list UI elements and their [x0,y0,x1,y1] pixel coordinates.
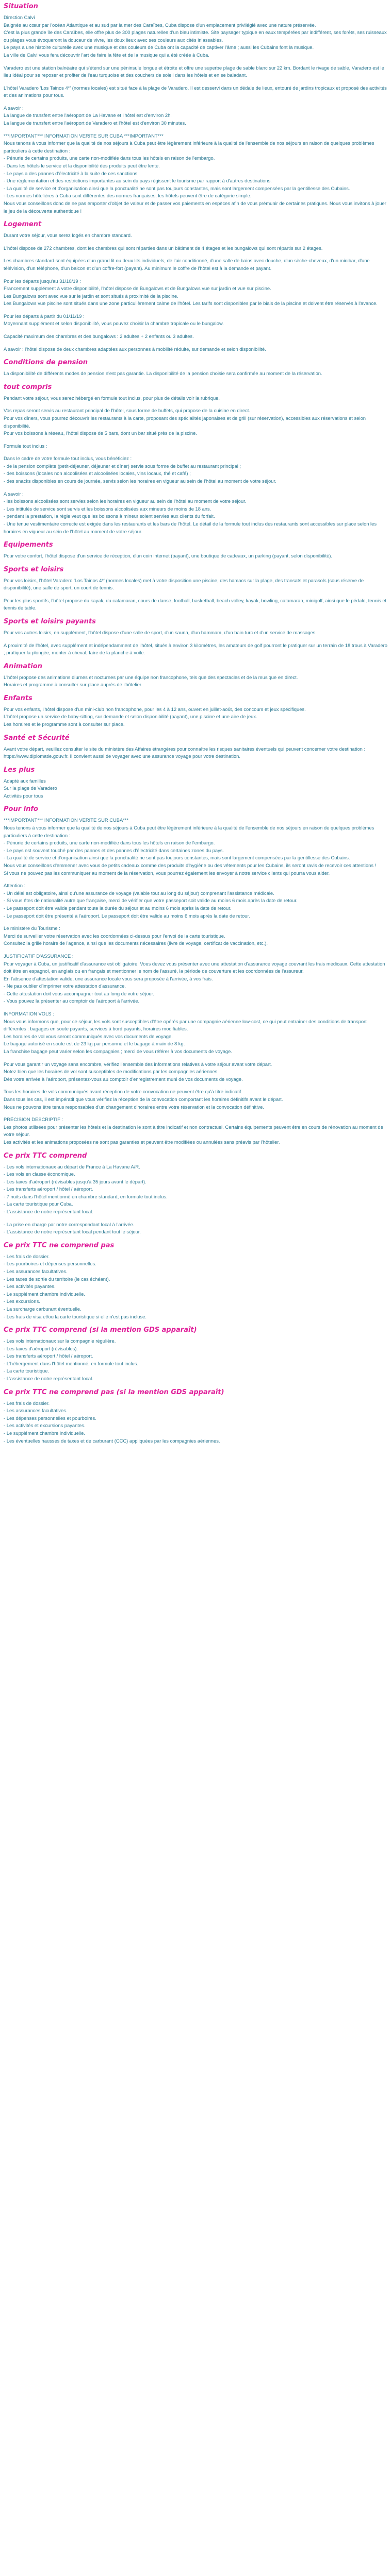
section-paragraph: Pour vos enfants, l'hôtel dispose d'un mini-club non francophone, pour les 4 à 12 ans, ouvert en juillet-août, des concours et jeux spécifiques. L'hôtel propose un service de baby-sitting, sur demande et selon disponibilité (payant), une piscine et une aire de jeux. Les horaires et le programme sont à consulter sur place. [4,706,306,727]
section-title: Enfants [4,694,32,702]
section-ce-prix-ttc-comprend-si-la-mention-gds-apparait [4,1327,387,1383]
section-title: Logement [4,221,42,229]
section-header [4,618,387,626]
section-paragraph: Pour votre confort, l'hôtel dispose d'un service de réception, d'un coin internet (payant), une boutique de cadeaux, un parking (payant, selon disponibilité). [4,553,333,559]
section-sports-et-loisirs-payants [4,618,387,657]
section-paragraph: Pendant votre séjour, vous serez hébergé en formule tout inclus, pour plus de détails voir la rubrique. [4,395,220,401]
product-description-page [4,3,387,1451]
section-header [4,566,387,574]
section-situation [4,3,387,215]
section-paragraph: Vos repas seront servis au restaurant principal de l'hôtel, sous forme de buffets, qui propose de la cuisine en direct. Pour vos dîners, vous pourrez découvrir les restaurants à la carte, proposant des spécialités japonaises et de grill (sur réservation), accessibles aux réservations et selon disponibilité. Pour vos boissons à réseau, l'hôtel dispose de 5 bars, dont un bar situé près de la piscine. [4,408,366,436]
section-paragraph: ***IMPORTANT*** INFORMATION VERITE SUR CUBA ***IMPORTANT*** Nous tenons à vous informer que la qualité de nos séjours à Cuba peut être légèrement inférieure à la qualité de l'ensemble de nos séjours en raison de quelques problèmes particuliers à cette destination : - Pénurie de certains produits, une carte non-modifiée dans tous les hôtels en raison de l'embargo. - Dans les hôtels le service et la disponibilité des produits peut être lente. - Le pays a des pannes d'électricité à la suite de ces sanctions. - Une réglementation et des restrictions importantes au sein du pays régissent le tourisme par rapport à d'autres destinations. - La qualité de service et d'organisation ainsi que la ponctualité ne sont pas toujours constantes, mais sont largement compensées par la gentillesse des Cubains. - Les normes hôtelières à Cuba sont différentes des normes françaises, les hôtels peuvent être de catégorie simple. Nous vous conseillons donc de ne pas emporter d'objet de valeur et de passer vos paiements en espèces afin de vous prémunir de certaines pratiques. Nous vous invitons à jouer le jeu de la découverte authentique ! [4,132,386,214]
section-animation [4,663,387,689]
section-paragraph: A proximité de l'hôtel, avec supplément et indépendamment de l'hôtel, situés à environ 3 kilomètres, les amateurs de golf pourront le pratiquer sur un terrain de 18 trous à Varadero ; pratiquer la plongée, monter à cheval, faire de la planche à voile. [4,642,387,656]
section-paragraph: L'hôtel propose des animations diurnes et nocturnes par une équipe non francophone, tels que des spectacles et de la musique en direct. Horaires et programme à consulter sur place auprès de l'hôtelier. [4,674,298,688]
section-title: Conditions de pension [4,359,88,367]
section-paragraph: Les chambres standard sont équipées d'un grand lit ou deux lits individuels, de l'air conditionné, d'une salle de bains avec douche, d'un sèche-cheveux, d'un minibar, d'une télévision, d'un téléphone, d'un balcon et d'un coffre-fort (payant). Au minimum le coffre de l'hôtel est à la demande et payant. [4,258,370,271]
section-paragraph: Pour les départs à partir du 01/11/19 : Moyennant supplément et selon disponibilité, vous pouvez choisir la chambre tropicale ou le bungalow. [4,313,224,327]
section-header [4,767,387,774]
section-pour-info [4,806,387,1146]
section-title: Ce prix TTC ne comprend pas [4,1241,115,1249]
section-paragraph: Adapté aux familles Sur la plage de Varadero Activités pour tous [4,777,57,799]
section-paragraph: PRÉCISION DESCRIPTIF : Les photos utilisées pour présenter les hôtels et la destination le sont à titre indicatif et non contractuel. Certains équipements peuvent être en cours de rénovation au moment de votre séjour. Les activités et les animations proposées ne sont pas garanties et peuvent être modifiées ou annulées sans préavis par l'hôtelier. [4,1116,383,1145]
section-paragraph: Pour les plus sportifs, l'hôtel propose du kayak, du catamaran, cours de danse, football, basketball, beach volley, kayak, bowling, catamaran, minigolf, ainsi que le pédalo, tennis et tennis de table. [4,597,387,611]
section-header [4,1153,387,1160]
section-paragraph: Avant votre départ, veuillez consulter le site du ministère des Affaires étrangères pour connaître les risques sanitaires éventuels qui peuvent concerner votre destination : https://www.diplomatie.gouv.fr. Il convient aussi de voyager avec une assurance voyage pour votre destination. [4,745,366,759]
section-paragraph: - Les vols internationaux sur la compagnie régulière. - Les taxes d'aéroport (révisables). - Les transferts aéroport / hôtel / aéroport. - L'hébergement dans l'hôtel mentionné, en formule tout inclus. - La carte touristique. - L'assistance de notre représentant local. [4,1338,139,1382]
section-paragraph: JUSTIFICATIF D'ASSURANCE : Pour voyager à Cuba, un justificatif d'assurance est obligatoire. Vous devez vous présenter avec une attestation d'assurance voyage couvrant les frais médicaux. Cette attestation doit être en espagnol, en anglais ou en français et mentionner le nom de l'assuré, la période de couverture et les coordonnées de l'assureur. En l'absence d'attestation valide, une assurance locale vous sera proposée à l'arrivée, à vos frais. - Ne pas oublier d'imprimer votre attestation d'assurance. - Cette attestation doit vous accompagner tout au long de votre séjour. - Vous pouvez la présenter au comptoir de l'aéroport à l'arrivée. [4,953,385,1004]
section-title: Situation [4,3,38,10]
section-conditions-de-pension [4,359,387,378]
section-header [4,806,387,814]
section-paragraph: Attention : - Un délai est obligatoire, ainsi qu'une assurance de voyage (valable tout au long du séjour) comprenant l'assistance médicale. - Si vous êtes de nationalité autre que française, merci de vérifier que votre passeport soit valide au moins 6 mois après la date de retour. - Le passeport doit être valide pendant toute la durée du séjour et au moins 6 mois après la date de retour. - Le passeport doit être présenté à l'aéroport. Le passeport doit être valide au moins 6 mois après la date de retour. [4,883,298,919]
section-tout-compris [4,384,387,535]
section-paragraph: - Les frais de dossier. - Les pourboires et dépenses personnelles. - Les assurances facultatives. - Les taxes de sortie du territoire (le cas échéant). - Les activités payantes. - Le supplément chambre individuelle. - Les excursions. - La surcharge carburant éventuelle. - Les frais de visa et/ou la carte touristique si elle n'est pas incluse. [4,1253,146,1319]
section-ce-prix-ttc-ne-comprend-pas-si-la-mention-gds-apparait [4,1389,387,1445]
section-logement [4,221,387,353]
section-header [4,663,387,671]
section-paragraph: ***IMPORTANT*** INFORMATION VERITE SUR CUBA*** Nous tenons à vous informer que la qualité de nos séjours à Cuba peut être légèrement inférieure à la qualité de l'ensemble de nos séjours en raison de quelques problèmes particuliers à cette destination : - Pénurie de certains produits, une carte non-modifiée dans tous les hôtels en raison de l'embargo. - Le pays est souvent touché par des pannes et des pannes d'électricité dans certaines zones du pays. - La qualité de service et d'organisation ainsi que la ponctualité ne sont pas toujours constantes, mais sont largement compensées par la gentillesse des Cubains. Nous vous conseillons d'emmener avec vous de petits cadeaux comme des produits d'hygiène ou des vêtements pour les Cubains, ils seront ravis de recevoir ces attentions ! Si vous ne pouvez pas les communiquer au moment de la réservation, vous pourrez également les envoyer à notre service clients qui pourra vous aider. [4,817,377,876]
section-paragraph: Pour vos autres loisirs, en supplément, l'hôtel dispose d'une salle de sport, d'un sauna, d'un hammam, d'un bain turc et d'un service de massages. [4,630,317,635]
section-paragraph: Pour vos loisirs, l'hôtel Varadero 'Los Tainos 4*' (normes locales) met à votre disposition une piscine, des hamacs sur la plage, des transats et parasols (sous réserve de disponibilité), une salle de sport, un court de tennis. [4,577,364,591]
section-header [4,384,387,392]
section-paragraph: L'hôtel dispose de 272 chambres, dont les chambres qui sont réparties dans un bâtiment de 4 étages et les bungalows qui sont répartis sur 2 étages. [4,245,323,251]
section-title: Santé et Sécurité [4,734,70,742]
section-title: Ce prix TTC comprend [4,1151,87,1160]
section-paragraph: Le ministère du Tourisme : Merci de surveiller votre réservation avec les coordonnées ci-dessus pour l'envoi de la carte touristique. Consultez la grille horaire de l'agence, ainsi que les documents nécessaires (livre de voyage, certificat de vaccination, etc.). [4,925,268,946]
section-sports-et-loisirs [4,566,387,612]
section-title: Sports et loisirs [4,565,64,573]
section-title: Les plus [4,766,35,774]
section-paragraph: L'hôtel Varadero 'Los Tainos 4*' (normes locales) est situé face à la plage de Varadero. Il est desservi dans un dédale de lieux, entouré de jardins tropicaux et proposé des activités et des animations pour tous. [4,84,387,98]
section-paragraph: Varadero est une station balnéaire qui s'étend sur une péninsule longue et étroite et offre une superbe plage de sable blanc sur 22 km. Bordant le rivage de sable, Varadero est le lieu idéal pour se reposer et profiter de l'eau turquoise et des couchers de soleil dans les hôtels et en se baladant. [4,64,384,78]
section-header [4,221,387,229]
section-title: Ce prix TTC ne comprend pas (si la mention GDS apparaît) [4,1388,224,1396]
section-sante-et-securite [4,735,387,760]
section-header [4,1327,387,1334]
section-paragraph: Capacité maximum des chambres et des bungalows : 2 adultes + 2 enfants ou 3 adultes. [4,333,194,340]
section-paragraph: - Les frais de dossier. - Les assurances facultatives. - Les dépenses personnelles et pourboires. - Les activités et excursions payantes. - Le supplément chambre individuelle. - Les éventuelles hausses de taxes et de carburant (CCC) appliquées par les compagnies aériennes. [4,1400,220,1444]
section-title: Ce prix TTC comprend (si la mention GDS apparaît) [4,1326,197,1334]
section-paragraph: A savoir : La langue de transfert entre l'aéroport de La Havane et l'hôtel est d'environ 2h. La langue de transfert entre l'aéroport de Varadero et l'hôtel est d'environ 30 minutes. [4,105,186,126]
section-equipements [4,541,387,560]
section-header [4,695,387,703]
section-header [4,3,387,11]
section-header [4,1242,387,1250]
section-title: Equipements [4,541,53,549]
section-enfants [4,695,387,728]
section-paragraph: INFORMATION VOLS : Nous vous informons que, pour ce séjour, les vols sont susceptibles d'être opérés par une compagnie aérienne low-cost, ce qui peut entraîner des conditions de transport différentes : bagages en soute payants, services à bord payants, horaires modifiables. Les horaires de vol vous seront communiqués avec vos documents de voyage. Le bagage autorisé en soute est de 23 kg par personne et le bagage à main de 8 kg. La franchise bagage peut varier selon les compagnies ; merci de vous référer à vos documents de voyage. [4,1011,367,1055]
section-title: Pour info [4,805,38,814]
section-header [4,541,387,549]
section-ce-prix-ttc-ne-comprend-pas [4,1242,387,1320]
section-paragraph: - Les vols internationaux au départ de France à La Havane A/R. - Les vols en classe économique. - Les taxes d'aéroport (révisables jusqu'à 35 jours avant le départ). - Les transferts aéroport / hôtel / aéroport. - 7 nuits dans l'hôtel mentionné en chambre standard, en formule tout inclus. - La carte touristique pour Cuba. - L'assistance de notre représentant local. [4,1163,168,1215]
section-paragraph: - La prise en charge par notre correspondant local à l'arrivée. - L'assistance de notre représentant local pendant tout le séjour. [4,1221,141,1235]
section-header [4,359,387,367]
section-paragraph: Direction Calvi Baignés au cœur par l'océan Atlantique et au sud par la mer des Caraïbes, Cuba dispose d'un emplacement privilégié avec une nature préservée. C'est la plus grande île des Caraïbes, elle offre plus de 300 plages naturelles d'un bleu intimiste. Site paysager typique en eaux tempérées par indifférent, ses forêts, ses ruisseaux ou plages vous évoqueront la douceur de vivre, les doux lieux avec ses couleurs aux cités inlassables. Le pays a une histoire culturelle avec une musique et des couleurs de Cuba ont la capacité de captiver l'âme ; aussi les Cubains font la musique. La ville de Calvi vous fera découvrir l'art de faire la fête et de la musique qui a été créée à Cuba. [4,14,387,58]
section-paragraph: Pour vous garantir un voyage sans encombre, vérifiez l'ensemble des informations relatives à votre séjour avant votre départ. Notez bien que les horaires de vol sont susceptibles de modifications par les compagnies aériennes. Dès votre arrivée à l'aéroport, présentez-vous au comptoir d'enregistrement muni de vos documents de voyage. [4,1061,272,1082]
section-header [4,735,387,742]
section-les-plus [4,767,387,800]
section-paragraph: La disponibilité de différents modes de pension n'est pas garantie. La disponibilité de la pension choisie sera confirmée au moment de la réservation. [4,370,322,377]
section-title: Sports et loisirs payants [4,618,96,626]
section-paragraph: A savoir : l'hôtel dispose de deux chambres adaptées aux personnes à mobilité réduite, sur demande et selon disponibilité. [4,346,266,352]
section-paragraph: Tous les horaires de vols communiqués avant réception de votre convocation ne peuvent être qu'à titre indicatif. Dans tous les cas, il est impératif que vous vérifiez la réception de la convocation comportant les horaires définitifs avant le départ. Nous ne pouvons être tenus responsables d'un changement d'horaires entre votre réservation et la convocation définitive. [4,1089,283,1110]
section-paragraph: Formule tout inclus : [4,443,47,449]
section-title: tout compris [4,383,52,391]
section-paragraph: Dans le cadre de votre formule tout inclus, vous bénéficiez : - de la pension complète (petit-déjeuner, déjeuner et dîner) servie sous forme de buffet au restaurant principal ; - des boissons (locales non alcoolisées et alcoolisées locales, vins locaux, thé et café) ; - des snacks disponibles en cours de journée, servis selon les horaires en vigueur au sein de l'hôtel au moment de votre séjour. [4,455,276,484]
section-title: Animation [4,662,42,670]
section-paragraph: Pour les départs jusqu'au 31/10/19 : Francement supplément à votre disponibilité, l'hôtel dispose de Bungalows et de Bungalows vue sur jardin et vue sur piscine. Les Bungalows sont avec vue sur le jardin et sont situés à proximité de la piscine. Les Bungalows vue piscine sont situés dans une zone particulièrement calme de l'hôtel. Les tarifs sont disponibles par le biais de la piscine et doivent être réservés à l'avance. [4,278,378,307]
section-ce-prix-ttc-comprend [4,1153,387,1236]
section-paragraph: A savoir : - les boissons alcoolisées sont servies selon les horaires en vigueur au sein de l'hôtel au moment de votre séjour. - Les intitulés de service sont servis et les boissons alcoolisées aux mineurs de moins de 18 ans. - pendant la prestation, la règle veut que les boissons à mineur soient servies aux clients du forfait. - Une tenue vestimentaire correcte est exigée dans les restaurants et les bars de l'hôtel. Le détail de la formule tout inclus des restaurants sont accessibles sur place selon les horaires en vigueur au sein de l'hôtel au moment de votre séjour. [4,490,377,534]
section-paragraph: Durant votre séjour, vous serez logés en chambre standard. [4,232,132,239]
section-header [4,1389,387,1397]
